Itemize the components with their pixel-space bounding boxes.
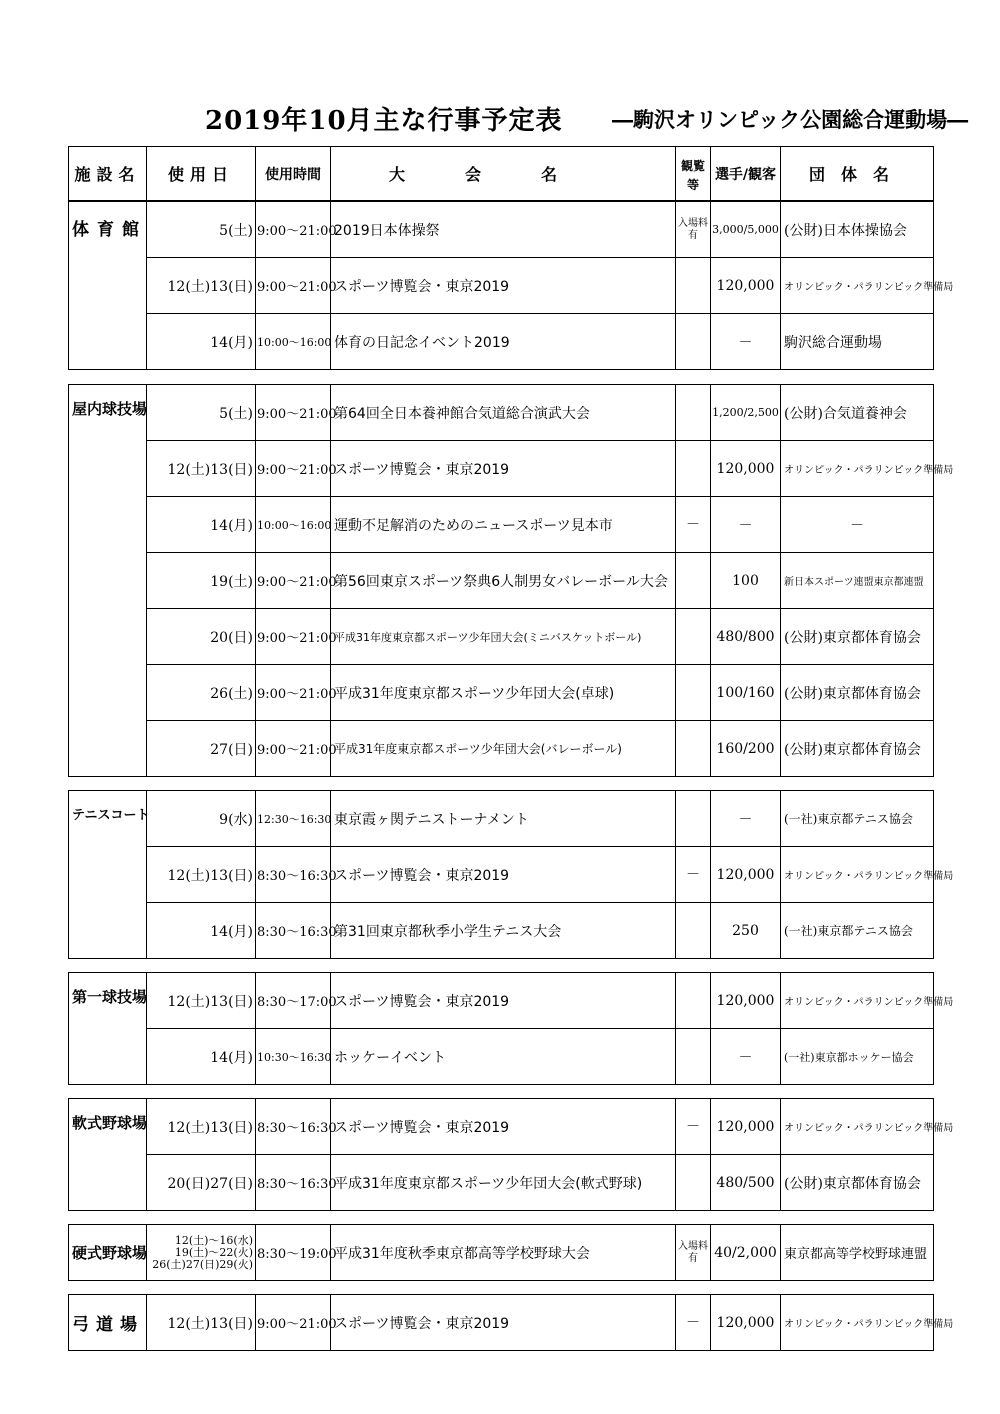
row-spectator: [676, 721, 711, 777]
row-date-line: 26(土)27(日)29(火): [152, 1257, 253, 1271]
row-org: オリンピック・パラリンピック準備局: [781, 258, 934, 314]
row-count: －: [711, 497, 781, 553]
row-time: 8:30～16:30: [256, 903, 331, 959]
row-time: 9:00～21:00: [256, 441, 331, 497]
row-spectator: [676, 1155, 711, 1211]
row-count: 250: [711, 903, 781, 959]
row-time: 10:00～16:00: [256, 314, 331, 370]
row-time: 10:00～16:00: [256, 497, 331, 553]
row-date: 14(月): [147, 1029, 256, 1085]
row-date: 14(月): [147, 314, 256, 370]
row-spectator: －: [676, 497, 711, 553]
row-spectator: 入場料有: [676, 1225, 711, 1281]
section-hardball-baseball-field: [68, 1224, 934, 1281]
row-date: 12(土)13(日): [147, 441, 256, 497]
row-date: 12(土)13(日): [147, 1099, 256, 1155]
row-spectator: [676, 385, 711, 441]
row-count: 160/200: [711, 721, 781, 777]
row-event: スポーツ博覧会・東京2019: [331, 847, 676, 903]
row-spectator: －: [676, 1295, 711, 1351]
row-time: 9:00～21:00: [256, 609, 331, 665]
row-spectator: 入場料有: [676, 202, 711, 258]
row-date: 26(土): [147, 665, 256, 721]
header-time: 使用時間: [256, 147, 331, 201]
row-time: 9:00～21:00: [256, 721, 331, 777]
row-count: 40/2,000: [711, 1225, 781, 1281]
row-event: スポーツ博覧会・東京2019: [331, 441, 676, 497]
row-count: －: [711, 791, 781, 847]
row-date: 14(月): [147, 903, 256, 959]
row-org: オリンピック・パラリンピック準備局: [781, 441, 934, 497]
row-org: 東京都高等学校野球連盟: [781, 1225, 934, 1281]
row-spectator: －: [676, 1099, 711, 1155]
section-gymnasium: [68, 201, 954, 370]
row-count: 120,000: [711, 1295, 781, 1351]
row-event: 平成31年度東京都スポーツ少年団大会(ミニバスケットボール): [331, 609, 676, 665]
row-time: 9:00～21:00: [256, 1295, 331, 1351]
row-event: 2019日本体操祭: [331, 202, 676, 258]
row-event: 第64回全日本養神館合気道総合演武大会: [331, 385, 676, 441]
row-event: スポーツ博覧会・東京2019: [331, 973, 676, 1029]
row-count: 120,000: [711, 973, 781, 1029]
section-softball-baseball-field: [68, 1098, 954, 1211]
row-date: 12(土)13(日): [147, 847, 256, 903]
row-date: 20(日): [147, 609, 256, 665]
row-event: 平成31年度東京都スポーツ少年団大会(バレーボール): [331, 721, 676, 777]
row-date: 12(土)13(日): [147, 973, 256, 1029]
row-org: (公財)合気道養神会: [781, 385, 934, 441]
row-event: 体育の日記念イベント2019: [331, 314, 676, 370]
row-count: 120,000: [711, 1099, 781, 1155]
row-time: 8:30～16:30: [256, 1099, 331, 1155]
row-event: 第56回東京スポーツ祭典6人制男女バレーボール大会: [331, 553, 676, 609]
facility-name: 弓道場: [69, 1295, 147, 1351]
header-spectator: 観覧等: [676, 147, 711, 201]
row-spectator: [676, 665, 711, 721]
facility-name: 屋内球技場: [69, 385, 147, 777]
row-date: 27(日): [147, 721, 256, 777]
facility-name: 体育館: [69, 202, 147, 370]
row-count: －: [711, 314, 781, 370]
row-count: 3,000/5,000: [711, 202, 781, 258]
row-event: ホッケーイベント: [331, 1029, 676, 1085]
row-org: オリンピック・パラリンピック準備局: [781, 1295, 934, 1351]
row-time: 10:30～16:30: [256, 1029, 331, 1085]
row-org: (公財)東京都体育協会: [781, 721, 934, 777]
row-count: 1,200/2,500: [711, 385, 781, 441]
row-org: (公財)日本体操協会: [781, 202, 934, 258]
row-date: 19(土): [147, 553, 256, 609]
row-time: 9:00～21:00: [256, 385, 331, 441]
facility-name: 軟式野球場: [69, 1099, 147, 1211]
row-org: オリンピック・パラリンピック準備局: [781, 847, 934, 903]
row-spectator: [676, 1029, 711, 1085]
row-org: (公財)東京都体育協会: [781, 609, 934, 665]
row-event: 東京霞ヶ関テニストーナメント: [331, 791, 676, 847]
row-event: スポーツ博覧会・東京2019: [331, 1099, 676, 1155]
row-org: －: [781, 497, 934, 553]
row-count: 120,000: [711, 258, 781, 314]
row-spectator: [676, 609, 711, 665]
row-time: 8:30～19:00: [256, 1225, 331, 1281]
row-date: 12(土)13(日): [147, 1295, 256, 1351]
row-date-line: 19(土)～22(火): [174, 1245, 253, 1259]
row-time: 9:00～21:00: [256, 553, 331, 609]
header-event: 大会名: [331, 147, 676, 201]
header-count: 選手/観客: [711, 147, 781, 201]
header-date: 使用日: [147, 147, 256, 201]
row-date: 14(月): [147, 497, 256, 553]
row-time: 12:30～16:30: [256, 791, 331, 847]
row-time: 8:30～16:30: [256, 847, 331, 903]
section-archery-hall: [68, 1294, 954, 1351]
row-org: 駒沢総合運動場: [781, 314, 934, 370]
row-time: 9:00～21:00: [256, 202, 331, 258]
row-count: 120,000: [711, 441, 781, 497]
row-org: オリンピック・パラリンピック準備局: [781, 1099, 934, 1155]
row-spectator: [676, 973, 711, 1029]
header-org: 団体名: [781, 147, 934, 201]
row-org: (公財)東京都体育協会: [781, 1155, 934, 1211]
row-event: 運動不足解消のためのニュースポーツ見本市: [331, 497, 676, 553]
row-org: (公財)東京都体育協会: [781, 665, 934, 721]
row-event: 平成31年度東京都スポーツ少年団大会(卓球): [331, 665, 676, 721]
row-spectator: [676, 553, 711, 609]
section-indoor-ball-court: [68, 384, 954, 777]
row-time: 9:00～21:00: [256, 665, 331, 721]
row-event: 平成31年度秋季東京都高等学校野球大会: [331, 1225, 676, 1281]
row-count: －: [711, 1029, 781, 1085]
schedule-header: [68, 146, 934, 201]
section-tennis-court: [68, 790, 954, 959]
row-date: 9(水): [147, 791, 256, 847]
row-event: 平成31年度東京都スポーツ少年団大会(軟式野球): [331, 1155, 676, 1211]
row-date-line: 12(土)～16(水): [174, 1233, 253, 1247]
row-time: 8:30～16:30: [256, 1155, 331, 1211]
row-count: 480/500: [711, 1155, 781, 1211]
row-date: 20(日)27(日): [147, 1155, 256, 1211]
row-spectator: －: [676, 847, 711, 903]
row-event: スポーツ博覧会・東京2019: [331, 258, 676, 314]
row-count: 480/800: [711, 609, 781, 665]
row-count: 120,000: [711, 847, 781, 903]
row-time: 9:00～21:00: [256, 258, 331, 314]
row-count: 100: [711, 553, 781, 609]
header-facility: 施設名: [69, 147, 147, 201]
facility-name: 第一球技場: [69, 973, 147, 1085]
row-event: 第31回東京都秋季小学生テニス大会: [331, 903, 676, 959]
row-date: 5(土): [147, 385, 256, 441]
page-subtitle: ―駒沢オリンピック公園総合運動場―: [612, 107, 969, 132]
facility-name: テニスコート: [69, 791, 147, 959]
row-time: 8:30～17:00: [256, 973, 331, 1029]
row-org: オリンピック・パラリンピック準備局: [781, 973, 934, 1029]
row-spectator: [676, 258, 711, 314]
page-title: 2019年10月主な行事予定表: [205, 106, 563, 136]
row-date: [147, 1225, 256, 1281]
row-org: (一社)東京都テニス協会: [781, 791, 934, 847]
row-org: (一社)東京都テニス協会: [781, 903, 934, 959]
row-spectator: [676, 441, 711, 497]
row-spectator: [676, 314, 711, 370]
facility-name: 硬式野球場: [69, 1225, 147, 1281]
row-org: 新日本スポーツ連盟東京都連盟: [781, 553, 934, 609]
row-count: 100/160: [711, 665, 781, 721]
row-spectator: [676, 903, 711, 959]
row-event: スポーツ博覧会・東京2019: [331, 1295, 676, 1351]
row-org: (一社)東京都ホッケー協会: [781, 1029, 934, 1085]
row-spectator: [676, 791, 711, 847]
row-date: 12(土)13(日): [147, 258, 256, 314]
section-first-ball-field: [68, 972, 954, 1085]
row-date: 5(土): [147, 202, 256, 258]
